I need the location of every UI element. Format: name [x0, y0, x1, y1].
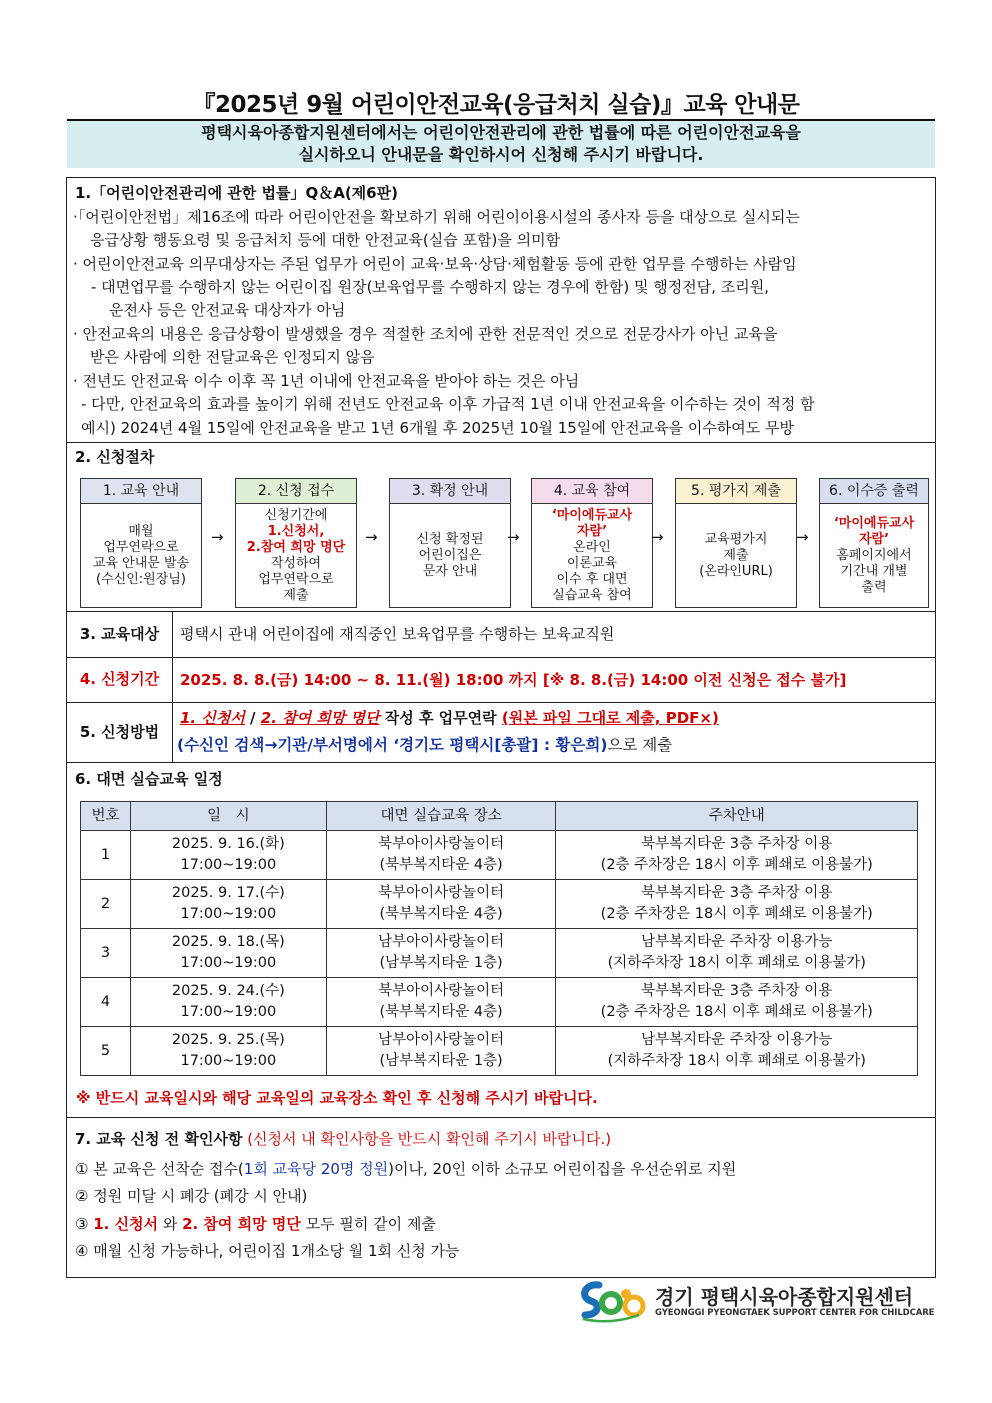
schedule-note: ※ 반드시 교육일시와 해당 교육일의 교육장소 확인 후 신청해 주시기 바랍니다.: [76, 1089, 598, 1107]
step-6-body-rest: 홈페이지에서 기간내 개별 출력: [836, 547, 912, 595]
qa-line-9: - 다만, 안전교육의 효과를 높이기 위해 전년도 안전교육 이후 가급적 1년 이내 안전교육을 이수하는 것이 적정 함: [81, 395, 815, 413]
method-mid-text: 작성 후 업무연락: [379, 709, 502, 727]
row-number: 3: [81, 929, 131, 978]
banner-line-1: 평택시육아종합지원센터에서는 어린이안전관리에 관한 법률에 따른 어린이안전교육을: [201, 123, 801, 142]
row-number: 2: [81, 880, 131, 929]
step-5-body: 교육평가지 제출 (온라인URL): [699, 531, 773, 579]
row-date: 2025. 9. 25.(목): [171, 1032, 285, 1048]
arrow-right-icon: →: [796, 528, 809, 546]
step-1-body: 매월 업무연락으로 교육 안내문 발송 (수신인:원장님): [92, 523, 190, 587]
checklist-item-3: [75, 1214, 436, 1234]
row-place: [326, 929, 556, 978]
item-3-doc-2: 2. 참여 희망 명단: [182, 1215, 301, 1233]
section-3-text: 평택시 관내 어린이집에 재직중인 보육업무를 수행하는 보육교직원: [180, 625, 615, 643]
checklist-item-1: [75, 1159, 736, 1179]
section-5-label: 5. 신청방법: [67, 702, 173, 762]
section-2-heading: 2. 신청절차: [75, 448, 155, 466]
row-datetime: [130, 831, 326, 880]
item-3-and: 와: [158, 1215, 183, 1233]
item-1-capacity: 1회 교육당 20명 정원: [243, 1160, 389, 1178]
section-7-heading-note: (신청서 내 확인사항을 반드시 확인해 주기시 바랍니다.): [242, 1130, 612, 1148]
step-2-body-top: 신청기간에: [264, 507, 328, 523]
row-parking-note: (2층 주차장은 18시 이후 폐쇄로 이용불가): [600, 1004, 873, 1020]
section-4-period: [67, 657, 935, 703]
row-place: [326, 880, 556, 929]
row-parking-info: 남부복지타운 주차장 이용가능: [641, 934, 833, 950]
step-4-body-rest: 온라인 이론교육 이수 후 대면 실습교육 참여: [552, 539, 632, 603]
row-parking-info: 북부복지타운 3층 주차장 이용: [641, 885, 833, 901]
step-1-box: [80, 478, 202, 608]
step-2-box: [235, 478, 357, 608]
qa-line-8: · 전년도 안전교육 이수 이후 꼭 1년 이내에 안전교육을 받아야 하는 것은 아님: [73, 372, 580, 390]
section-7-heading-line: [75, 1129, 611, 1149]
org-english-name: GYEONGGI PYEONGTAEK SUPPORT CENTER FOR CHILDCARE: [655, 1308, 935, 1318]
col-header-number: 번호: [81, 802, 131, 831]
arrow-right-icon: →: [507, 528, 520, 546]
step-3-body: 신청 확정된 어린이집은 문자 안내: [416, 531, 484, 579]
step-6-box: [819, 478, 929, 608]
org-name: 경기 평택시육아종합지원센터: [655, 1285, 914, 1309]
row-place-floor: (남부복지타운 1층): [379, 1053, 503, 1069]
section-1-qa: [67, 178, 935, 443]
row-time: 17:00~19:00: [180, 1053, 277, 1069]
row-time: 17:00~19:00: [180, 906, 277, 922]
step-5-box: [675, 478, 797, 608]
step-2-body-highlight: 1.신청서, 2.참여 희망 명단: [246, 523, 346, 555]
section-5-method: [67, 702, 935, 763]
section-5-line-2: [177, 735, 672, 755]
row-place: [326, 978, 556, 1027]
org-logo: [577, 1279, 937, 1325]
step-4-body: [532, 504, 652, 607]
row-place-floor: (북부복지타운 4층): [379, 857, 503, 873]
table-row: [81, 978, 918, 1027]
qa-line-6: · 안전교육의 내용은 응급상황이 발생했을 경우 적절한 조치에 관한 전문적인 것으로 전문강사가 아닌 교육을: [73, 325, 778, 343]
section-3-label: 3. 교육대상: [67, 611, 173, 657]
schedule-table: [80, 801, 918, 1076]
row-datetime: [130, 1027, 326, 1076]
row-place-name: 북부아이사랑놀이터: [378, 836, 505, 852]
row-time: 17:00~19:00: [180, 1004, 277, 1020]
step-3-box: [389, 478, 511, 608]
col-header-place: 대면 실습교육 장소: [326, 802, 556, 831]
doc-application-form: 1. 신청서: [180, 709, 245, 727]
arrow-right-icon: →: [211, 528, 224, 546]
step-6-body-highlight: ‘마이에듀교사 자람’: [833, 515, 915, 547]
section-3-target: [67, 611, 935, 658]
item-3-doc-1: 1. 신청서: [93, 1215, 159, 1233]
section-4-label: 4. 신청기간: [67, 657, 173, 702]
row-number: 1: [81, 831, 131, 880]
row-datetime: [130, 978, 326, 1027]
section-5-line-1: [180, 708, 719, 728]
page-title: 『2025년 9월 어린이안전교육(응급처치 실습)』교육 안내문: [192, 92, 800, 118]
section-4-text: 2025. 8. 8.(금) 14:00 ~ 8. 11.(월) 18:00 까지 [※ 8. 8.(금) 14:00 이전 신청은 접수 불가]: [180, 671, 847, 689]
recipient-instructions: (수신인 검색→기관/부서명에서 ‘경기도 평택시[총괄] : 황은희): [177, 736, 608, 754]
row-parking-note: (지하주차장 18시 이후 폐쇄로 이용불가): [607, 955, 866, 971]
row-place-floor: (남부복지타운 1층): [379, 955, 503, 971]
row-parking: [556, 929, 918, 978]
row-place-name: 남부아이사랑놀이터: [378, 934, 505, 950]
row-parking: [556, 880, 918, 929]
row-parking-note: (지하주차장 18시 이후 폐쇄로 이용불가): [607, 1053, 866, 1069]
section-7-heading: 7. 교육 신청 전 확인사항: [75, 1130, 243, 1148]
row-time: 17:00~19:00: [180, 857, 277, 873]
step-2-header: 2. 신청 접수: [236, 479, 356, 504]
col-header-datetime: 일 시: [130, 802, 326, 831]
row-number: 4: [81, 978, 131, 1027]
step-2-body: [236, 504, 356, 607]
content-frame: [66, 177, 936, 1278]
checklist-item-4: ④ 매월 신청 가능하나, 어린이집 1개소당 월 1회 신청 가능: [75, 1242, 460, 1260]
row-datetime: [130, 880, 326, 929]
row-parking: [556, 1027, 918, 1076]
row-parking-info: 북부복지타운 3층 주차장 이용: [641, 983, 833, 999]
row-place-floor: (북부복지타운 4층): [379, 1004, 503, 1020]
row-date: 2025. 9. 24.(수): [171, 983, 285, 999]
section-6-heading: 6. 대면 실습교육 일정: [75, 770, 223, 788]
step-5-header: 5. 평가지 제출: [676, 479, 796, 504]
row-place-name: 남부아이사랑놀이터: [378, 1032, 505, 1048]
row-datetime: [130, 929, 326, 978]
step-4-header: 4. 교육 참여: [532, 479, 652, 504]
step-6-body: [820, 504, 928, 607]
row-parking-info: 북부복지타운 3층 주차장 이용: [641, 836, 833, 852]
row-parking: [556, 831, 918, 880]
step-6-header: 6. 이수증 출력: [820, 479, 928, 504]
step-4-body-highlight: ‘마이에듀교사 자람’: [551, 507, 633, 539]
doc-slash: /: [244, 709, 261, 727]
qa-line-10: 예시) 2024년 4월 15일에 안전교육을 받고 1년 6개월 후 2025년 10월 15일에 안전교육을 이수하여도 무방: [81, 419, 795, 437]
row-place-name: 북부아이사랑놀이터: [378, 885, 505, 901]
table-row: [81, 929, 918, 978]
row-number: 5: [81, 1027, 131, 1076]
doc-participant-list: 2. 참여 희망 명단: [260, 709, 380, 727]
item-3-end: 모두 필히 같이 제출: [300, 1215, 436, 1233]
checklist-item-2: ② 정원 미달 시 폐강 (폐강 시 안내): [75, 1187, 308, 1205]
section-1-heading: 1.「어린이안전관리에 관한 법률」Q＆A(제6판): [75, 184, 398, 202]
row-place-name: 북부아이사랑놀이터: [378, 983, 505, 999]
qa-line-7: 받은 사람에 의한 전달교육은 인정되지 않음: [90, 348, 375, 366]
row-date: 2025. 9. 17.(수): [171, 885, 285, 901]
row-place: [326, 831, 556, 880]
row-parking-note: (2층 주차장은 18시 이후 폐쇄로 이용불가): [600, 906, 873, 922]
qa-line-3: · 어린이안전교육 의무대상자는 주된 업무가 어린이 교육·보육·상담·체험활동 등에 관한 업무를 수행하는 사람임: [73, 255, 797, 273]
row-place-floor: (북부복지타운 4층): [379, 906, 503, 922]
row-time: 17:00~19:00: [180, 955, 277, 971]
row-date: 2025. 9. 18.(목): [171, 934, 285, 950]
item-1-end: )이나, 20인 이하 소규모 어린이집을 우선순위로 지원: [388, 1160, 737, 1178]
qa-line-5: 운전사 등은 안전교육 대상자가 아님: [109, 301, 346, 319]
qa-line-2: 응급상황 행동요령 및 응급처치 등에 대한 안전교육(실습 포함)을 의미함: [90, 231, 561, 249]
table-row: [81, 831, 918, 880]
table-row: [81, 1027, 918, 1076]
step-2-body-rest: 작성하여 업무연락으로 제출: [258, 555, 334, 603]
arrow-right-icon: →: [651, 528, 664, 546]
step-3-header: 3. 확정 안내: [390, 479, 510, 504]
intro-banner: [67, 119, 935, 168]
method-file-note: (원본 파일 그대로 제출, PDF×): [501, 709, 719, 727]
row-parking-note: (2층 주차장은 18시 이후 폐쇄로 이용불가): [600, 857, 873, 873]
arrow-right-icon: →: [365, 528, 378, 546]
table-row: [81, 880, 918, 929]
item-1-start: ① 본 교육은 선착순 접수(: [75, 1160, 244, 1178]
item-3-start: ③: [75, 1215, 94, 1233]
step-4-box: [531, 478, 653, 608]
recipient-tail: 으로 제출: [607, 736, 673, 754]
table-header-row: [81, 802, 918, 831]
row-place: [326, 1027, 556, 1076]
row-date: 2025. 9. 16.(화): [171, 836, 285, 852]
qa-line-1: ·「어린이안전법」제16조에 따라 어린이안전을 확보하기 위해 어린이이용시설의 종사자 등을 대상으로 실시되는: [73, 208, 800, 226]
col-header-parking: 주차안내: [556, 802, 918, 831]
banner-line-2: 실시하오니 안내문을 확인하시어 신청해 주시기 바랍니다.: [298, 145, 704, 164]
section-7-checklist: [67, 1117, 935, 1277]
step-1-header: 1. 교육 안내: [81, 479, 201, 504]
qa-line-4: - 대면업무를 수행하지 않는 어린이집 원장(보육업무를 수행하지 않는 경우에 한함) 및 행정전담, 조리원,: [91, 278, 769, 296]
row-parking: [556, 978, 918, 1027]
childcare-center-logo-icon: [577, 1279, 647, 1323]
row-parking-info: 남부복지타운 주차장 이용가능: [641, 1032, 833, 1048]
